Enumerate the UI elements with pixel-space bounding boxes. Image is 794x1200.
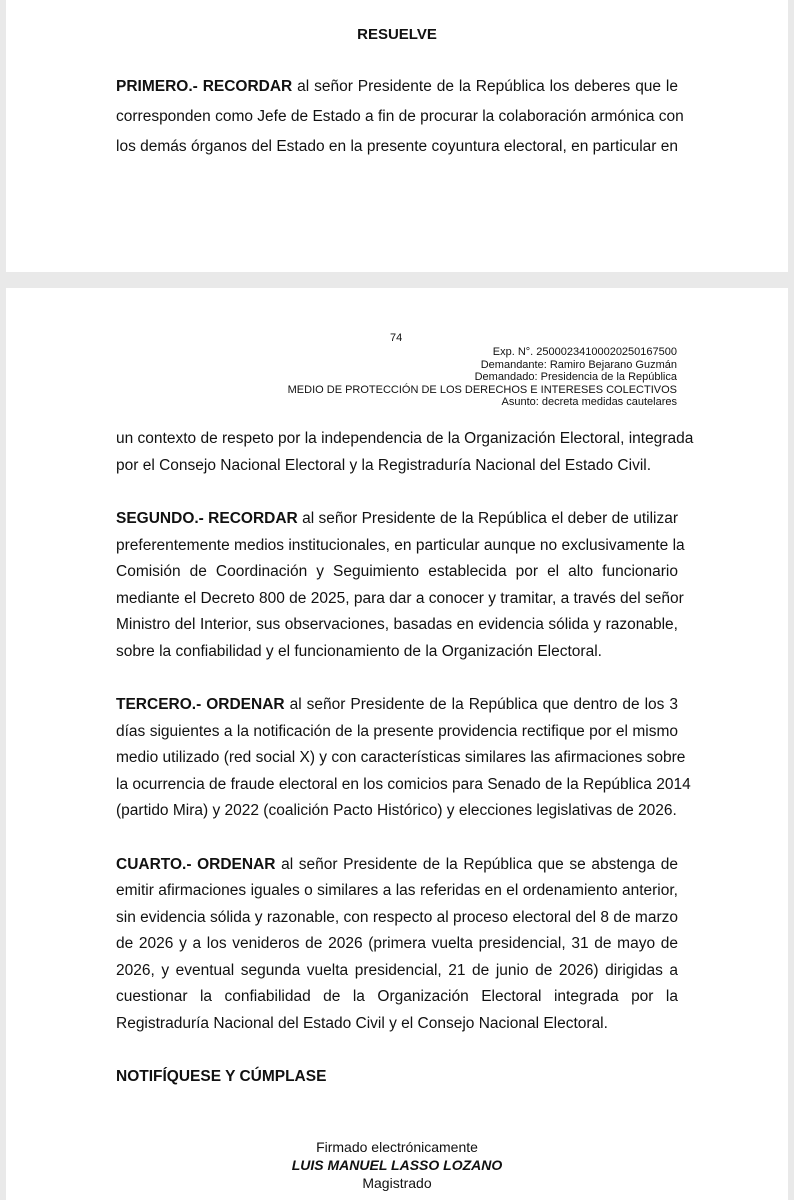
case-number: Exp. N°. 25000234100020250167500 xyxy=(492,346,677,358)
paragraph-line: mediante el Decreto 800 de 2025, para dar a conocer y tramitar, a través del señor xyxy=(116,589,684,607)
closing-formula: NOTIFÍQUESE Y CÚMPLASE xyxy=(116,1068,327,1085)
defendant: Demandado: Presidencia de la República xyxy=(474,371,677,383)
paragraph-line xyxy=(116,856,678,874)
paragraph-line: (partido Mira) y 2022 (coalición Pacto Histórico) y elecciones legislativas de 2026. xyxy=(116,802,677,819)
case-header xyxy=(288,346,677,409)
paragraph-line: Registraduría Nacional del Estado Civil y el Consejo Nacional Electoral. xyxy=(116,1014,608,1032)
paragraph-text: al señor Presidente de la República el deber de utilizar xyxy=(297,510,678,527)
signer-role: Magistrado xyxy=(362,1175,432,1191)
paragraph-lead: PRIMERO.- RECORDAR xyxy=(116,78,293,95)
paragraph-line: emitir afirmaciones iguales o similares a las referidas en el ordenamiento anterior, xyxy=(116,882,678,899)
paragraph-line: preferentemente medios institucionales, en particular aunque no exclusivamente la xyxy=(116,536,685,554)
paragraph-text: al señor Presidente de la República que dentro de los 3 xyxy=(284,696,678,713)
paragraph-line: la ocurrencia de fraude electoral en los comicios para Senado de la República 2014 xyxy=(116,775,691,793)
paragraph-text: al señor Presidente de la República que se abstenga de xyxy=(275,855,678,873)
signature-note: Firmado electrónicamente xyxy=(316,1139,478,1155)
paragraph-lead: CUARTO.- ORDENAR xyxy=(116,855,276,873)
plaintiff: Demandante: Ramiro Bejarano Guzmán xyxy=(480,358,677,371)
paragraph-line: de 2026 y a los venideros de 2026 (primera vuelta presidencial, 31 de mayo de xyxy=(116,935,678,952)
paragraph-line: sin evidencia sólida y razonable, con respecto al proceso electoral del 8 de marzo xyxy=(116,908,678,926)
proceeding-type: MEDIO DE PROTECCIÓN DE LOS DERECHOS E INTERESES COLECTIVOS xyxy=(287,383,677,396)
paragraph-line xyxy=(116,696,678,714)
paragraph-line: los demás órganos del Estado en la presente coyuntura electoral, en particular en xyxy=(116,138,678,155)
paragraph-line: días siguientes a la notificación de la presente providencia rectifique por el mismo xyxy=(116,722,678,740)
subject: Asunto: decreta medidas cautelares xyxy=(501,396,677,408)
paragraph-line: un contexto de respeto por la independencia de la Organización Electoral, integrada xyxy=(116,430,694,447)
paragraph-line: sobre la confiabilidad y el funcionamiento de la Organización Electoral. xyxy=(116,642,602,660)
paragraph-lead: SEGUNDO.- RECORDAR xyxy=(116,510,298,527)
page-1 xyxy=(6,0,788,272)
page-2 xyxy=(6,288,788,1200)
paragraph-line xyxy=(116,510,678,528)
page-number: 74 xyxy=(390,332,403,344)
paragraph-line: medio utilizado (red social X) y con características similares las afirmaciones sobre xyxy=(116,749,686,766)
paragraph-line: cuestionar la confiabilidad de la Organización Electoral integrada por la xyxy=(116,988,678,1005)
paragraph-line: corresponden como Jefe de Estado a fin de procurar la colaboración armónica con xyxy=(116,108,684,125)
paragraph-lead: TERCERO.- ORDENAR xyxy=(116,696,285,713)
paragraph-line: Comisión de Coordinación y Seguimiento establecida por el alto funcionario xyxy=(116,563,678,580)
paragraph-line: 2026, y eventual segunda vuelta presidencial, 21 de junio de 2026) dirigidas a xyxy=(116,961,678,979)
signer-name: LUIS MANUEL LASSO LOZANO xyxy=(291,1157,503,1173)
paragraph-line: Ministro del Interior, sus observaciones, basadas en evidencia sólida y razonable, xyxy=(116,616,678,633)
paragraph-line: por el Consejo Nacional Electoral y la Registraduría Nacional del Estado Civil. xyxy=(116,456,652,474)
paragraph-line: al señor Presidente de la República los deberes que le xyxy=(292,78,678,95)
signature-block xyxy=(6,1138,788,1192)
section-title: RESUELVE xyxy=(357,26,437,43)
